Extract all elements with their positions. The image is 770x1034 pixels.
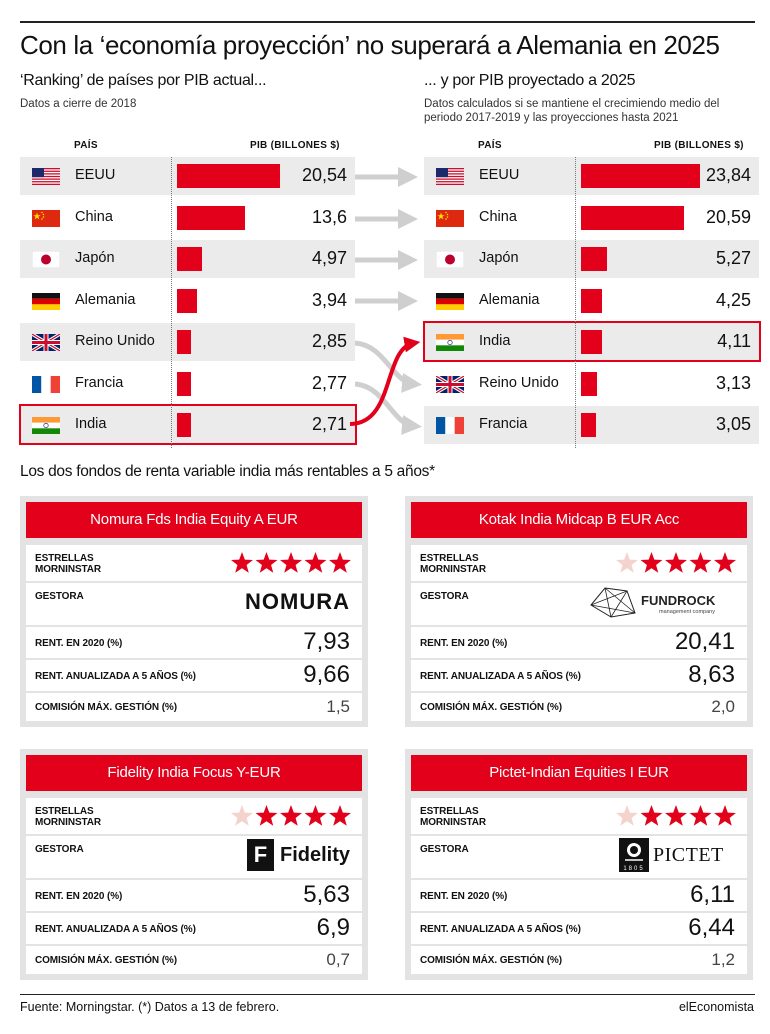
nomura-logo: NOMURA [245, 589, 350, 614]
left-col-country: PAÍS [74, 140, 98, 151]
right-col-value: PIB (BILLONES $) [654, 140, 744, 151]
ret2020-row [411, 880, 747, 911]
fund-card [405, 496, 753, 727]
ret2020-label: RENT. EN 2020 (%) [35, 638, 123, 649]
fidelity-logo [247, 839, 350, 871]
fee-row [26, 693, 362, 721]
fundrock-emblem-icon [587, 585, 639, 619]
ret5y-row [26, 660, 362, 691]
fee-row [26, 946, 362, 974]
stars-label [420, 553, 486, 575]
page-title: Con la ‘economía proyección’ no superará a Alemania en 2025 [20, 30, 720, 60]
ret5y-value: 8,63 [688, 661, 735, 688]
fee-label: COMISIÓN MÁX. GESTIÓN (%) [35, 702, 177, 713]
fee-label: COMISIÓN MÁX. GESTIÓN (%) [420, 955, 562, 966]
fund-card [20, 749, 368, 980]
ret2020-row [26, 880, 362, 911]
value-label: 5,27 [715, 248, 751, 268]
arrows-layer [0, 0, 770, 460]
value-label: 3,13 [715, 372, 751, 393]
stars-label-line2: MORNINSTAR [420, 817, 487, 828]
fee-value: 2,0 [711, 697, 735, 716]
fidelity-wordmark: Fidelity [279, 843, 350, 866]
country-label: Alemania [479, 291, 540, 308]
fund-name: Nomura Fds India Equity A EUR [26, 502, 362, 538]
country-label: Alemania [75, 291, 136, 308]
ret2020-value: 20,41 [674, 628, 735, 655]
stars-label-line1: ESTRELLAS [35, 553, 94, 564]
ret5y-label: RENT. ANUALIZADA A 5 AÑOS (%) [420, 671, 581, 682]
ret5y-row [26, 913, 362, 944]
star-rating-icon [615, 551, 737, 580]
star-rating-icon [230, 551, 352, 580]
value-label: 4,25 [715, 289, 751, 310]
fund-name: Pictet-Indian Equities I EUR [411, 755, 747, 791]
manager-row [411, 583, 747, 625]
stars-row [411, 798, 747, 834]
stars-label-line2: MORNINSTAR [35, 817, 102, 828]
manager-row [26, 583, 362, 625]
right-subtitle: ... y por PIB proyectado a 2025 [424, 72, 636, 89]
fee-value: 1,2 [711, 950, 735, 969]
ret5y-value: 9,66 [303, 661, 350, 688]
star-rating-icon [230, 804, 352, 833]
manager-label: GESTORA [35, 591, 84, 602]
fundrock-tagline: management company [659, 609, 715, 615]
left-note: Datos a cierre de 2018 [20, 98, 137, 110]
ret2020-label: RENT. EN 2020 (%) [420, 638, 508, 649]
country-label: Francia [75, 374, 124, 391]
country-label: Japón [75, 250, 115, 266]
manager-label: GESTORA [420, 844, 469, 855]
fund-name: Kotak India Midcap B EUR Acc [411, 502, 747, 538]
ret2020-row [26, 627, 362, 658]
fund-card [20, 496, 368, 727]
fee-row [411, 946, 747, 974]
country-label: China [479, 208, 517, 225]
manager-label: GESTORA [35, 844, 84, 855]
fundrock-logo [587, 585, 737, 619]
ret5y-row [411, 660, 747, 691]
ret5y-value: 6,9 [316, 914, 350, 941]
ret2020-value: 5,63 [303, 881, 350, 908]
country-label: EEUU [479, 167, 520, 183]
manager-row [26, 836, 362, 878]
country-label: India [479, 333, 511, 349]
country-label: Francia [479, 416, 528, 432]
stars-label [420, 806, 486, 828]
fee-value: 0,7 [326, 950, 350, 969]
value-label: 4,11 [717, 331, 751, 351]
stars-label-line1: ESTRELLAS [35, 806, 94, 817]
country-label: Reino Unido [75, 333, 155, 349]
stars-label [35, 553, 101, 575]
stars-row [26, 798, 362, 834]
left-subtitle: ‘Ranking’ de países por PIB actual... [20, 72, 267, 89]
stars-label-line1: ESTRELLAS [420, 553, 479, 564]
fund-name: Fidelity India Focus Y-EUR [26, 755, 362, 791]
ret2020-label: RENT. EN 2020 (%) [35, 891, 123, 902]
stars-label [35, 806, 101, 828]
value-label: 2,77 [311, 372, 347, 393]
brand-name: elEconomista [678, 1000, 754, 1014]
value-label: 3,05 [715, 414, 751, 434]
manager-label: GESTORA [420, 591, 469, 602]
stars-label-line2: MORNINSTAR [35, 564, 102, 575]
value-label: 20,54 [301, 165, 347, 185]
country-label: China [75, 208, 113, 225]
ret2020-row [411, 627, 747, 658]
country-label: EEUU [75, 167, 116, 183]
value-label: 4,97 [311, 248, 347, 268]
ret5y-label: RENT. ANUALIZADA A 5 AÑOS (%) [35, 924, 196, 935]
stars-row [411, 545, 747, 581]
ret5y-label: RENT. ANUALIZADA A 5 AÑOS (%) [35, 671, 196, 682]
pictet-year: 1805 [623, 866, 645, 872]
fee-value: 1,5 [326, 697, 350, 716]
ret5y-label: RENT. ANUALIZADA A 5 AÑOS (%) [420, 924, 581, 935]
fee-row [411, 693, 747, 721]
stars-row [26, 545, 362, 581]
pictet-logo [619, 838, 735, 872]
fund-card [405, 749, 753, 980]
ret2020-value: 6,11 [690, 881, 735, 908]
ret2020-value: 7,93 [303, 628, 350, 655]
country-label: India [75, 416, 107, 432]
value-label: 23,84 [705, 165, 751, 185]
country-label: Japón [479, 250, 519, 266]
pictet-emblem-icon [619, 838, 649, 872]
value-label: 13,6 [311, 206, 347, 227]
value-label: 2,71 [311, 414, 347, 434]
fee-label: COMISIÓN MÁX. GESTIÓN (%) [35, 955, 177, 966]
source-note: Fuente: Morningstar. (*) Datos a 13 de febrero. [20, 1000, 280, 1014]
fidelity-f-icon: F [247, 839, 274, 871]
right-col-country: PAÍS [478, 140, 502, 151]
ret5y-row [411, 913, 747, 944]
value-label: 20,59 [705, 206, 751, 227]
pictet-wordmark: PICTET [653, 844, 724, 866]
stars-label-line1: ESTRELLAS [420, 806, 479, 817]
star-rating-icon [615, 804, 737, 833]
right-note-line1: Datos calculados si se mantiene el crecimiendo medio del [424, 98, 720, 110]
fee-label: COMISIÓN MÁX. GESTIÓN (%) [420, 702, 562, 713]
funds-title: Los dos fondos de renta variable india más rentables a 5 años* [20, 463, 435, 480]
ret2020-label: RENT. EN 2020 (%) [420, 891, 508, 902]
left-col-value: PIB (BILLONES $) [250, 140, 340, 151]
country-label: Reino Unido [479, 374, 559, 391]
right-note-line2: periodo 2017-2019 y las proyecciones hasta 2021 [424, 112, 679, 124]
manager-row [411, 836, 747, 878]
value-label: 3,94 [311, 289, 347, 310]
bottom-rule [20, 994, 755, 995]
fundrock-wordmark: FUNDROCK [641, 593, 716, 608]
value-label: 2,85 [311, 331, 347, 351]
ret5y-value: 6,44 [688, 914, 735, 941]
stars-label-line2: MORNINSTAR [420, 564, 487, 575]
